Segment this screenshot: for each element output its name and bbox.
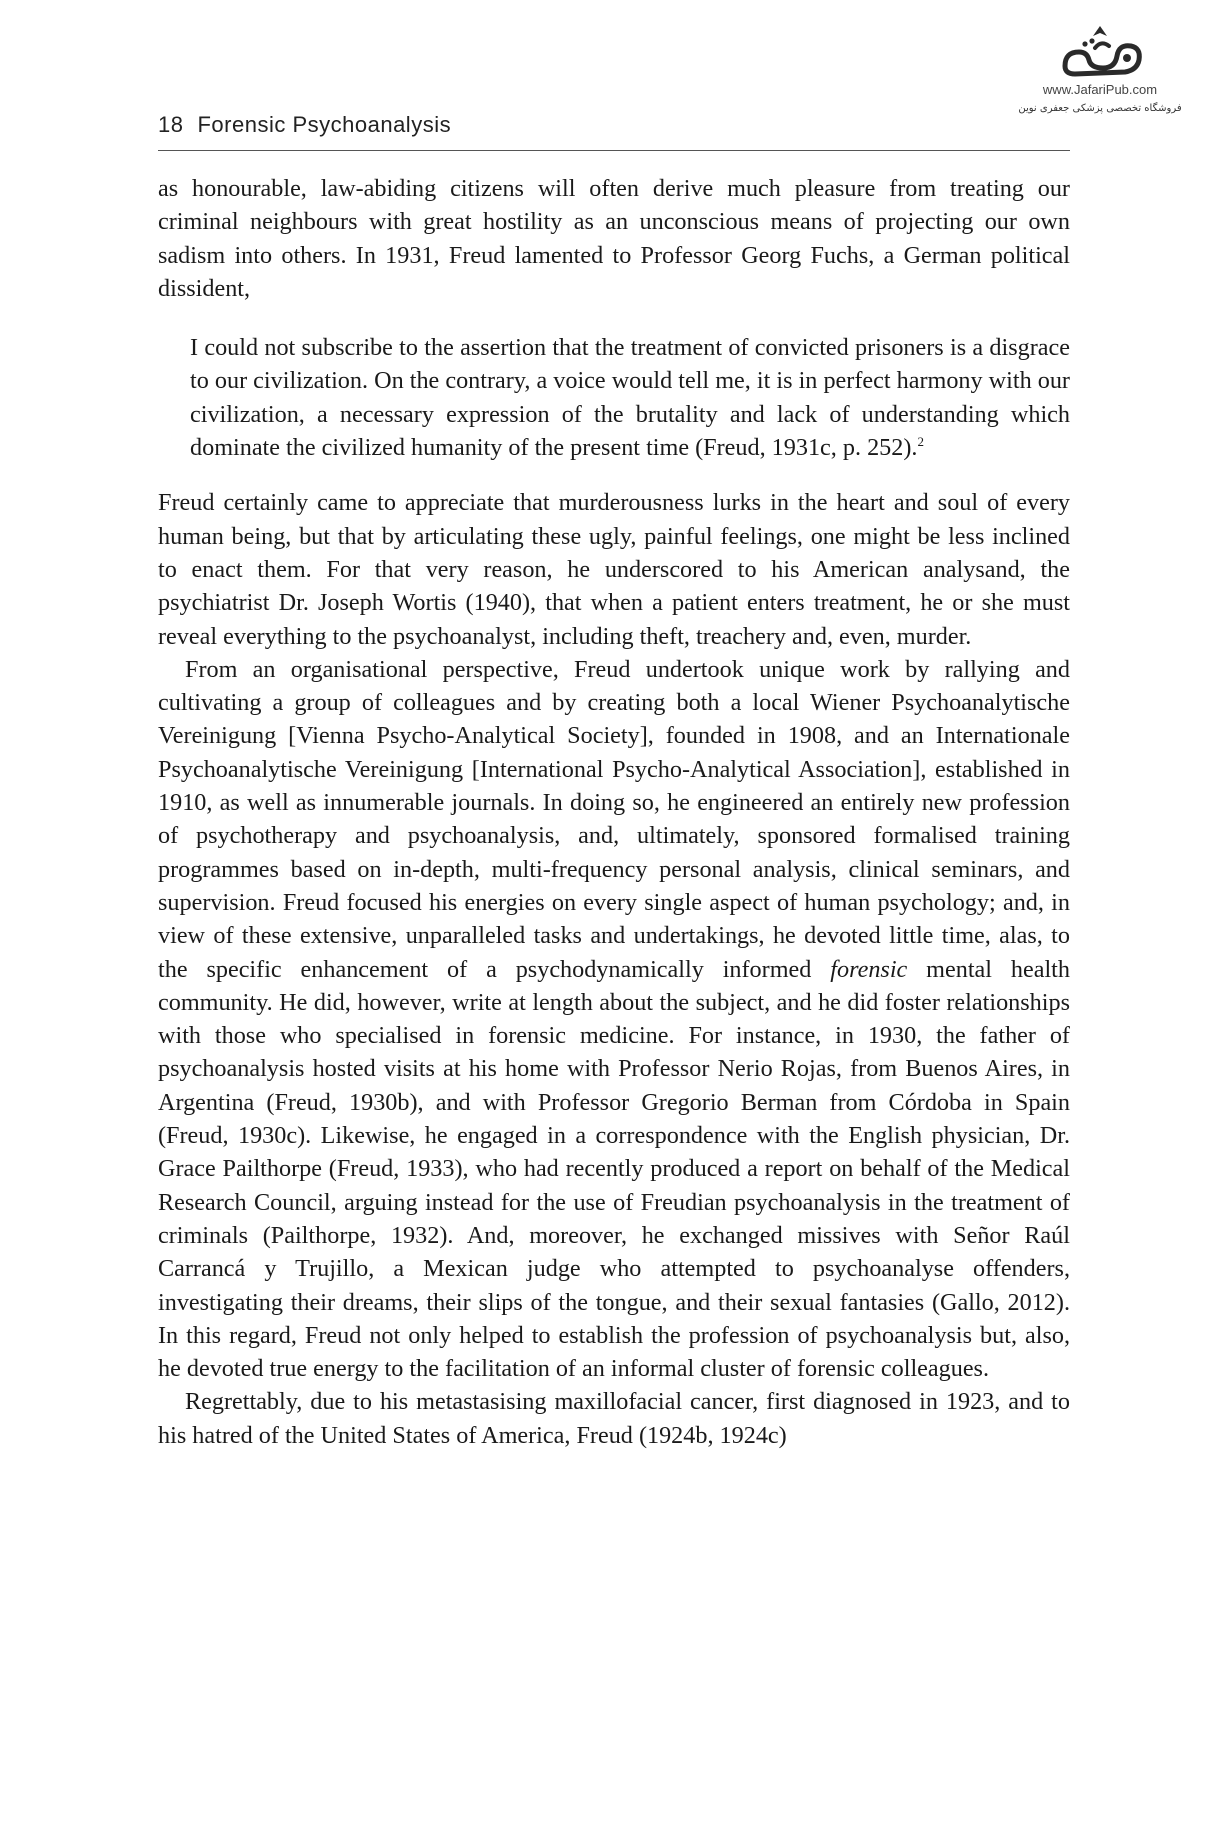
header-rule <box>158 150 1070 151</box>
running-title: Forensic Psychoanalysis <box>197 112 452 137</box>
paragraph-4: Regrettably, due to his metastasising maxillofacial cancer, first diagnosed in 1923, and to his hatred of the United States of America, Freud (1924b, 1924c) <box>158 1388 1070 1449</box>
paragraph-2: Freud certainly came to appreciate that murderousness lurks in the heart and soul of every human being, but that by articulating these ugly, painful feelings, one might be less inclined to enact them. For that very reason, he underscored to his American analysand, the psychiatrist Dr. Joseph Wortis (1940), that when a patient enters treatment, he or she must reveal everything to the psychoanalyst, including theft, treachery and, even, murder. <box>158 489 1070 650</box>
publisher-logo-icon <box>1055 22 1145 82</box>
publisher-url: www.JafariPub.com <box>1042 82 1158 97</box>
quote-text: I could not subscribe to the assertion that the treatment of convicted prisoners is a disgrace to our civilization. On the contrary, a voice would tell me, it is in perfect harmony with our civilization, a necessary expression of the brutality and lack of understanding which dominate the civilized humanity of the present time (Freud, 1931c, p. 252). <box>190 334 1070 462</box>
footnote-marker: 2 <box>917 434 924 450</box>
page-number: 18 <box>158 112 184 137</box>
emphasis-forensic: forensic <box>830 955 908 983</box>
paragraph-1: as honourable, law-abiding citizens will often derive much pleasure from treating our criminal neighbours with great hostility as an unconscious means of projecting our own sadism into others. In 1931, Freud lamented to Professor Georg Fuchs, a German political dissident, <box>158 175 1070 302</box>
publisher-tagline: فروشگاه تخصصی پزشکی جعفری نوین <box>1018 103 1182 114</box>
paragraph-3-part-1: From an organisational perspective, Freud undertook unique work by rallying and cultivating a group of colleagues and by creating both a local Wiener Psychoanalytische Vereinigung [Vienna Psycho-Analytical Society], founded in 1908, and an Internationale Psychoanalytische Vereinigung [International Psycho-Analytical Association], established in 1910, as well as innumerable journals. In doing so, he engineered an entirely new profession of psychotherapy and psychoanalysis, and, ultimately, sponsored formalised training programmes based on in-depth, multi-frequency personal analysis, clinical seminars, and supervision. Freud focused his energies on every single aspect of human psychology; and, in view of these extensive, unparalleled tasks and undertakings, he devoted little time, alas, to the specific enhancement of a psychodynamically informed <box>158 655 1070 983</box>
paragraph-3 <box>158 653 1070 1386</box>
paragraph-3-part-2: mental health community. He did, however, write at length about the subject, and he did foster relationships with those who specialised in forensic medicine. For instance, in 1930, the father of psychoanalysis hosted visits at his home with Professor Nerio Rojas, from Buenos Aires, in Argentina (Freud, 1930b), and with Professor Gregorio Berman from Córdoba in Spain (Freud, 1930c). Likewise, he engaged in a correspondence with the English physician, Dr. Grace Pailthorpe (Freud, 1933), who had recently produced a report on behalf of the Medical Research Council, arguing instead for the use of Freudian psychoanalysis in the treatment of criminals (Pailthorpe, 1932). And, moreover, he exchanged missives with Señor Raúl Carrancá y Trujillo, a Mexican judge who attempted to psychoanalyse offenders, investigating their dreams, their slips of the tongue, and their sexual fantasies (Gallo, 2012). In this regard, Freud not only helped to establish the profession of psychoanalysis but, also, he devoted true energy to the facilitation of an informal cluster of forensic colleagues. <box>158 955 1070 1383</box>
running-header <box>158 112 1068 138</box>
block-quote <box>190 331 1070 464</box>
page-body <box>158 172 1070 1452</box>
